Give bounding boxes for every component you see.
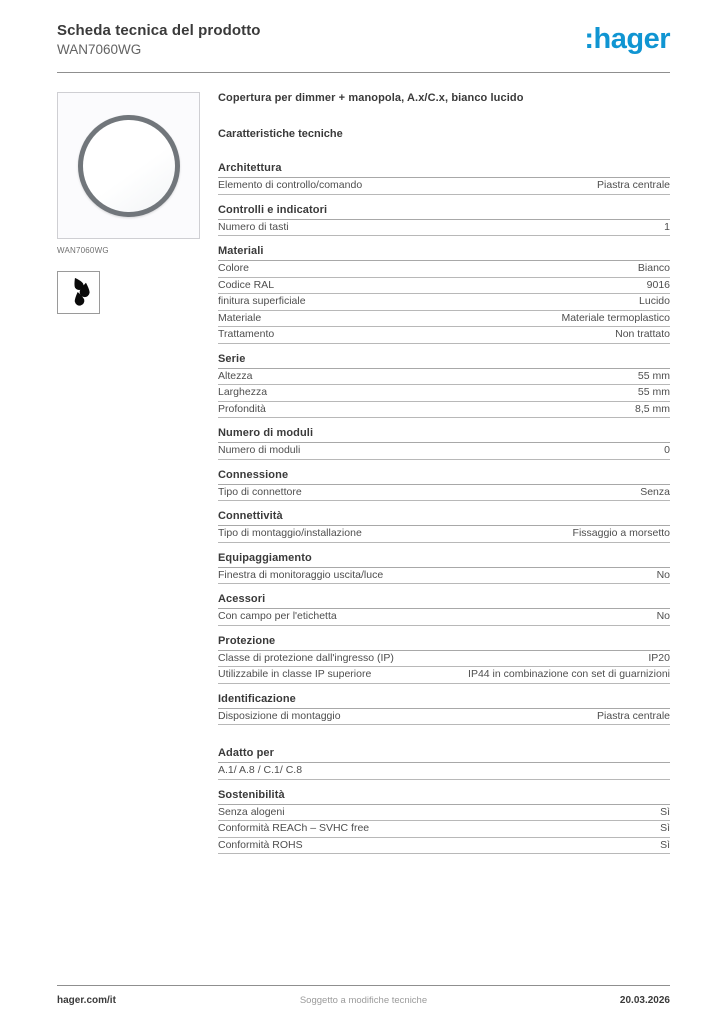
spec-row-label: Colore <box>218 262 249 274</box>
spec-row <box>218 220 670 237</box>
product-image-caption: WAN7060WG <box>57 246 109 255</box>
spec-row-value: No <box>656 610 670 622</box>
spec-section <box>218 747 670 780</box>
spec-row <box>218 385 670 402</box>
footer <box>57 995 670 1006</box>
spec-section-title: Sostenibilità <box>218 789 670 805</box>
spec-section <box>218 204 670 237</box>
spec-section-title: Equipaggiamento <box>218 552 670 568</box>
spec-section-title: Architettura <box>218 162 670 178</box>
spec-section <box>218 469 670 502</box>
footer-disclaimer: Soggetto a modifiche tecniche <box>299 995 428 1006</box>
footer-divider <box>57 985 670 986</box>
spec-row-value: Sì <box>660 822 670 834</box>
footer-website: hager.com/it <box>57 995 116 1006</box>
page-title: Scheda tecnica del prodotto <box>57 22 261 39</box>
spec-row-value: Piastra centrale <box>597 709 670 722</box>
spec-sections <box>218 162 670 854</box>
spec-row <box>218 667 670 684</box>
spec-row-value: No <box>656 568 670 581</box>
spec-row-value: 55 mm <box>637 386 670 398</box>
spec-section-title: Serie <box>218 353 670 369</box>
spec-section <box>218 789 670 855</box>
spec-row <box>218 821 670 838</box>
spec-row <box>218 651 670 668</box>
spec-section-title: Acessori <box>218 593 670 609</box>
spec-row-value: Lucido <box>639 295 670 307</box>
spec-row-value: 1 <box>664 220 670 233</box>
spec-row-value: Senza <box>640 485 670 498</box>
spec-row <box>218 805 670 822</box>
spec-section <box>218 245 670 344</box>
spec-row-value: Materiale termoplastico <box>561 311 670 324</box>
spec-section <box>218 635 670 684</box>
spec-section-title: Identificazione <box>218 693 670 709</box>
spec-row-label: Tipo di connettore <box>218 485 302 498</box>
header-divider <box>57 72 670 73</box>
spec-row-label: Con campo per l'etichetta <box>218 610 337 622</box>
spec-row-label: Trattamento <box>218 328 275 340</box>
spec-row-value: 55 mm <box>637 369 670 382</box>
spec-section-title: Connessione <box>218 469 670 485</box>
spec-row <box>218 526 670 543</box>
spec-section-title: Connettività <box>218 510 670 526</box>
spec-section <box>218 552 670 585</box>
spec-section-title: Numero di moduli <box>218 427 670 443</box>
spec-row-value: Bianco <box>637 262 670 274</box>
spec-row <box>218 709 670 726</box>
spec-row-label: Tipo di montaggio/installazione <box>218 527 362 539</box>
spec-row <box>218 402 670 419</box>
spec-row <box>218 327 670 344</box>
header <box>57 22 670 57</box>
spec-row <box>218 369 670 386</box>
spec-row-label: Disposizione di montaggio <box>218 709 341 722</box>
spec-row <box>218 609 670 626</box>
spec-row-label: A.1/ A.8 / C.1/ C.8 <box>218 764 303 776</box>
spec-row-value: IP20 <box>648 651 670 664</box>
spec-row-label: Numero di tasti <box>218 220 289 233</box>
spec-row <box>218 178 670 195</box>
spec-row-value: 8,5 mm <box>634 402 670 415</box>
spec-section <box>218 593 670 626</box>
spec-section <box>218 427 670 460</box>
spec-row-value: Fissaggio a morsetto <box>572 527 670 539</box>
spec-section-title: Controlli e indicatori <box>218 204 670 220</box>
spec-row-label: Altezza <box>218 369 253 382</box>
spec-section <box>218 162 670 195</box>
spec-row-value: Non trattato <box>615 328 670 340</box>
dimmer-knob-face <box>83 120 175 212</box>
water-drops-icon-svg <box>64 278 94 308</box>
hager-logo: :hager <box>584 23 670 55</box>
spec-row-label: Finestra di monitoraggio uscita/luce <box>218 568 384 581</box>
spec-column <box>218 92 670 863</box>
spec-row-label: Materiale <box>218 311 262 324</box>
spec-row-value: IP44 in combinazione con set di guarnizioni <box>468 668 670 680</box>
spec-row <box>218 311 670 328</box>
spec-section <box>218 510 670 543</box>
product-column <box>57 92 200 863</box>
spec-row-label: Senza alogeni <box>218 805 285 818</box>
spec-row-label: Conformità REACh – SVHC free <box>218 822 370 834</box>
characteristics-title: Caratteristiche tecniche <box>218 128 343 140</box>
spec-row <box>218 294 670 311</box>
spec-row-label: Profondità <box>218 402 266 415</box>
spec-row <box>218 568 670 585</box>
spec-row-label: Codice RAL <box>218 278 275 291</box>
spec-section-title: Adatto per <box>218 747 670 763</box>
spec-row-value: Sì <box>660 838 670 851</box>
spec-row <box>218 278 670 295</box>
water-drops-icon <box>57 271 100 314</box>
spec-row-label: Numero di moduli <box>218 444 301 456</box>
footer-date: 20.03.2026 <box>619 995 670 1006</box>
spec-row-value: 9016 <box>646 278 670 291</box>
spec-row <box>218 763 670 780</box>
spec-section-title: Protezione <box>218 635 670 651</box>
product-image <box>57 92 200 239</box>
spec-row <box>218 261 670 278</box>
spec-row-label: Elemento di controllo/comando <box>218 179 363 191</box>
spec-row-value: Sì <box>660 805 670 818</box>
spec-row-label: finitura superficiale <box>218 295 306 307</box>
spec-section <box>218 693 670 726</box>
spec-row-value: 0 <box>664 444 670 456</box>
spec-row-label: Larghezza <box>218 386 268 398</box>
spec-row <box>218 838 670 855</box>
product-code: WAN7060WG <box>57 42 142 57</box>
spec-row-label: Conformità ROHS <box>218 838 303 851</box>
spec-row-label: Classe di protezione dall'ingresso (IP) <box>218 651 394 664</box>
main-content <box>57 92 670 863</box>
spec-row <box>218 485 670 502</box>
dimmer-knob-ring <box>78 115 180 217</box>
product-description: Copertura per dimmer + manopola, A.x/C.x, bianco lucido <box>218 92 524 104</box>
spec-row-label: Utilizzabile in classe IP superiore <box>218 668 372 680</box>
spec-section <box>218 353 670 419</box>
spec-row <box>218 443 670 460</box>
spec-section-title: Materiali <box>218 245 670 261</box>
spec-row-value: Piastra centrale <box>597 179 670 191</box>
